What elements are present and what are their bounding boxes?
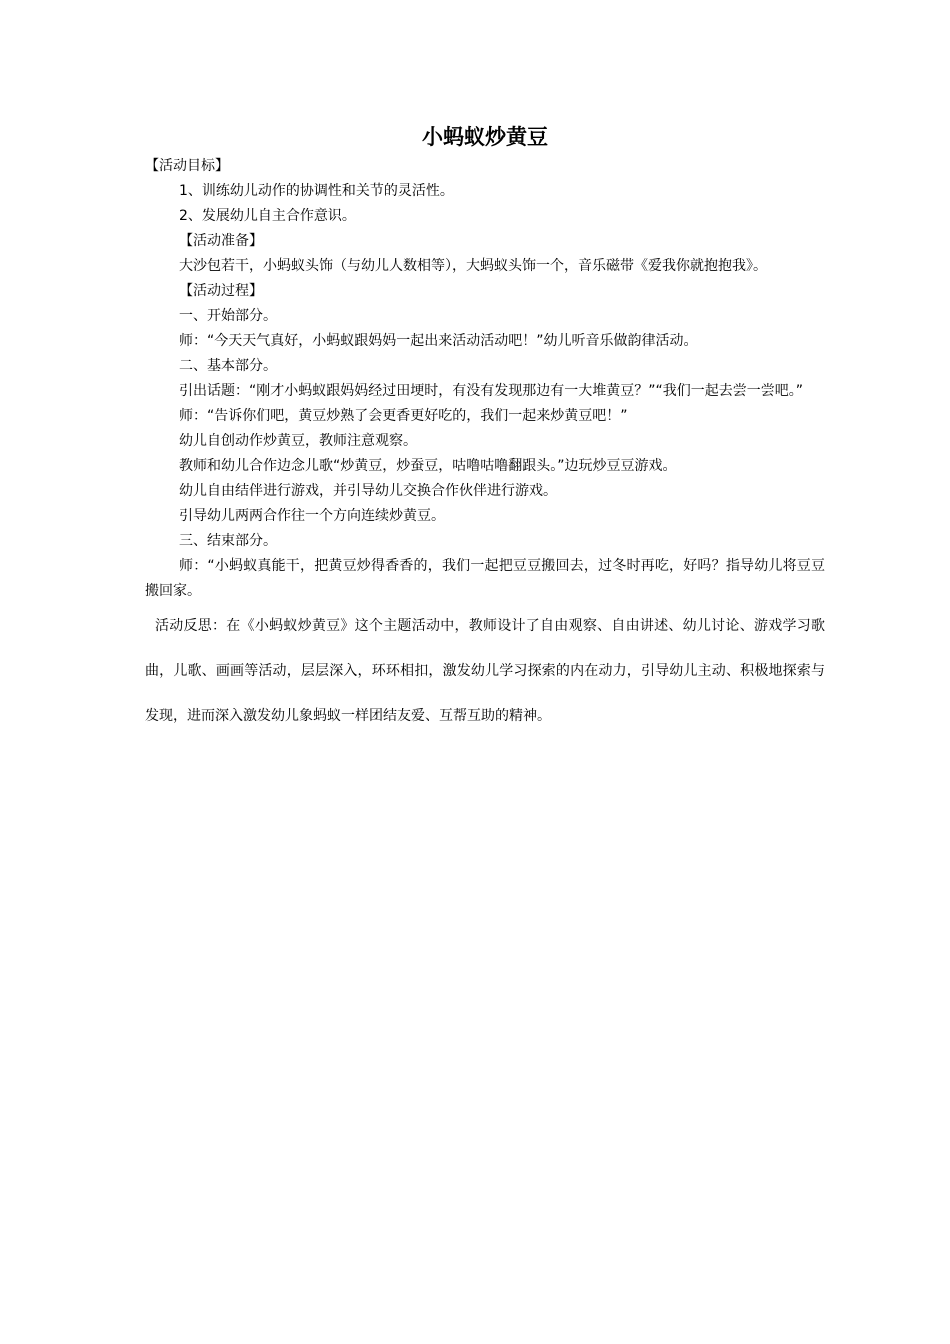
document-page: [145, 118, 825, 739]
part-3-heading: 三、结束部分。: [179, 533, 277, 549]
part-2-text-6: 引导幼儿两两合作往一个方向连续炒黄豆。: [179, 508, 445, 524]
prep-text: 大沙包若干，小蚂蚁头饰（与幼儿人数相等），大蚂蚁头饰一个，音乐磁带《爱我你就抱抱我》。: [179, 258, 767, 274]
document-title: 小蚂蚁炒黄豆: [422, 124, 548, 149]
reflection-text: 活动反思：在《小蚂蚁炒黄豆》这个主题活动中，教师设计了自由观察、自由讲述、幼儿讨论、游戏学习歌曲，儿歌、画画等活动，层层深入，环环相扣，激发幼儿学习探索的内在动力，引导幼儿主动、积极地探索与发现，进而深入激发幼儿象蚂蚁一样团结友爱、互帮互助的精神。: [145, 618, 825, 724]
part-2-heading: 二、基本部分。: [179, 358, 277, 374]
goals-heading: 【活动目标】: [145, 158, 229, 174]
goal-item-2: 2、发展幼儿自主合作意识。: [179, 208, 356, 224]
prep-heading: 【活动准备】: [179, 233, 263, 249]
part-2-text-2: 师：“告诉你们吧，黄豆炒熟了会更香更好吃的，我们一起来炒黄豆吧！”: [179, 408, 628, 424]
process-heading: 【活动过程】: [179, 283, 263, 299]
goal-item-1: 1、训练幼儿动作的协调性和关节的灵活性。: [179, 183, 454, 199]
part-2-text-5: 幼儿自由结伴进行游戏，并引导幼儿交换合作伙伴进行游戏。: [179, 483, 557, 499]
part-2-text-4: 教师和幼儿合作边念儿歌“炒黄豆，炒蚕豆，咕噜咕噜翻跟头。”边玩炒豆豆游戏。: [179, 458, 677, 474]
part-3-text: 师：“小蚂蚁真能干，把黄豆炒得香香的，我们一起把豆豆搬回去，过冬时再吃，好吗？指导幼儿将豆豆搬回家。: [145, 558, 825, 599]
part-2-text-3: 幼儿自创动作炒黄豆，教师注意观察。: [179, 433, 417, 449]
part-1-text: 师：“今天天气真好，小蚂蚁跟妈妈一起出来活动活动吧！”幼儿听音乐做韵律活动。: [179, 333, 698, 349]
part-2-text-1: 引出话题：“刚才小蚂蚁跟妈妈经过田埂时，有没有发现那边有一大堆黄豆？”“我们一起去尝一尝吧。”: [179, 383, 804, 399]
part-1-heading: 一、开始部分。: [179, 308, 277, 324]
